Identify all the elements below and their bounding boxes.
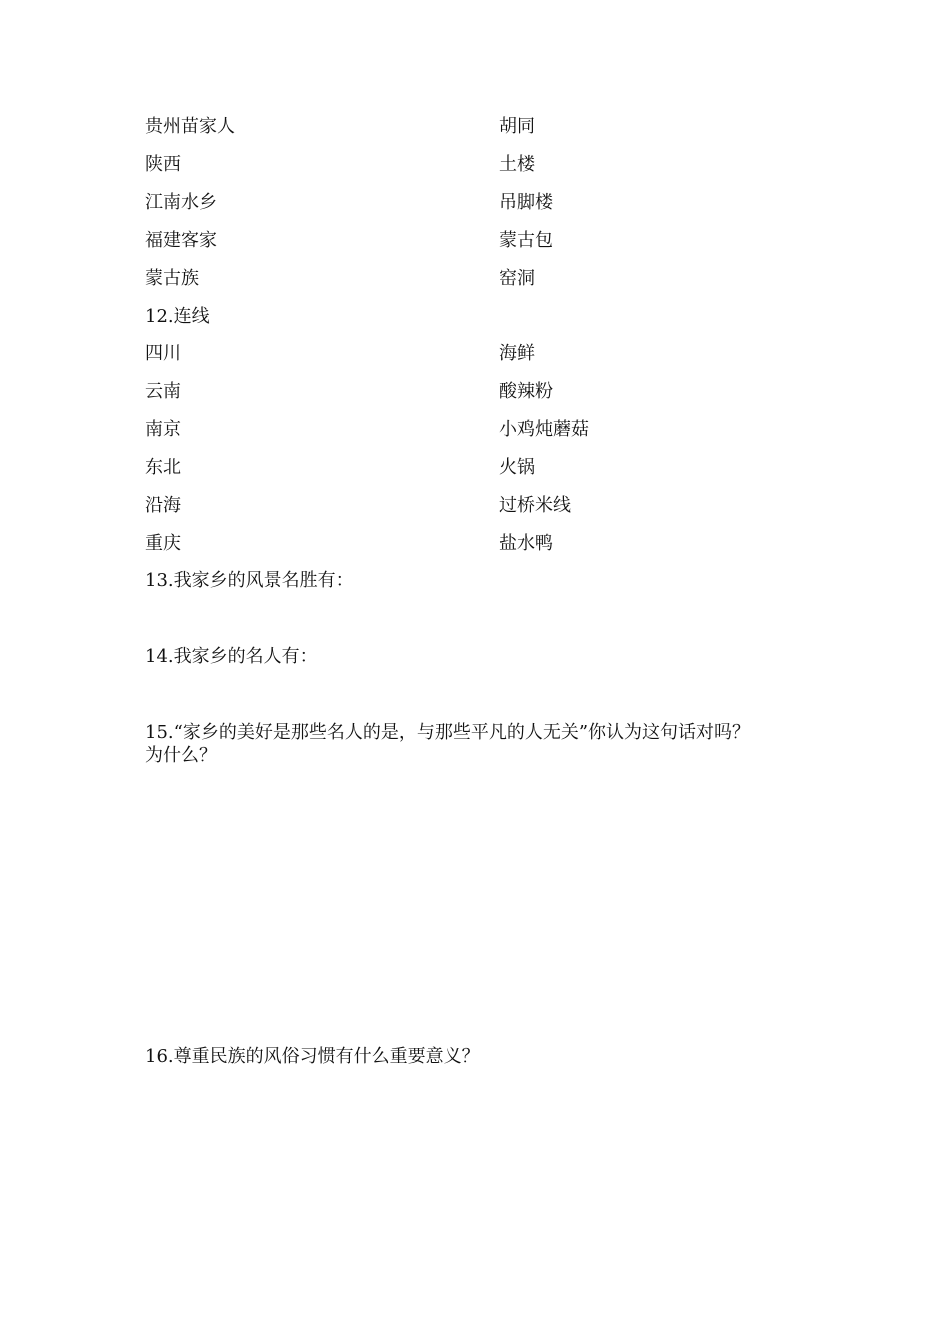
match-row — [145, 531, 825, 557]
match-row — [145, 455, 825, 481]
match-left-item: 南京 — [145, 419, 181, 440]
match-row — [145, 266, 825, 292]
match-row — [145, 190, 825, 216]
match-right-item: 盐水鸭 — [499, 533, 553, 554]
question-14: 14.我家乡的名人有： — [145, 646, 318, 667]
match-right-item: 土楼 — [499, 154, 535, 175]
match-row — [145, 228, 825, 254]
match-right-item: 小鸡炖蘑菇 — [499, 419, 589, 440]
match-right-item: 吊脚楼 — [499, 192, 553, 213]
match-left-item: 陕西 — [145, 154, 181, 175]
match-right-item: 海鲜 — [499, 343, 535, 364]
match-left-item: 福建客家 — [145, 230, 217, 251]
match-right-item: 胡同 — [499, 116, 535, 137]
match-left-item: 云南 — [145, 381, 181, 402]
match-row — [145, 114, 825, 140]
match-right-item: 酸辣粉 — [499, 381, 553, 402]
match-row — [145, 379, 825, 405]
match-left-item: 贵州苗家人 — [145, 116, 235, 137]
match-row — [145, 152, 825, 178]
question-15-line-1: 15.“家乡的美好是那些名人的是，与那些平凡的人无关”你认为这句话对吗？ — [145, 722, 751, 743]
match-left-item: 东北 — [145, 457, 181, 478]
match-row — [145, 417, 825, 443]
match-left-item: 四川 — [145, 343, 181, 364]
match-right-item: 蒙古包 — [499, 230, 553, 251]
match-right-item: 过桥米线 — [499, 495, 571, 516]
question-16: 16.尊重民族的风俗习惯有什么重要意义？ — [145, 1046, 480, 1067]
question-13: 13.我家乡的风景名胜有： — [145, 570, 354, 591]
match-left-item: 蒙古族 — [145, 268, 199, 289]
match-left-item: 沿海 — [145, 495, 181, 516]
match-left-item: 重庆 — [145, 533, 181, 554]
match-right-item: 火锅 — [499, 457, 535, 478]
question-15-line-2: 为什么？ — [145, 745, 217, 766]
match-right-item: 窑洞 — [499, 268, 535, 289]
match-left-item: 江南水乡 — [145, 192, 217, 213]
question-12-title: 12.连线 — [145, 306, 210, 327]
match-row — [145, 493, 825, 519]
match-row — [145, 341, 825, 367]
